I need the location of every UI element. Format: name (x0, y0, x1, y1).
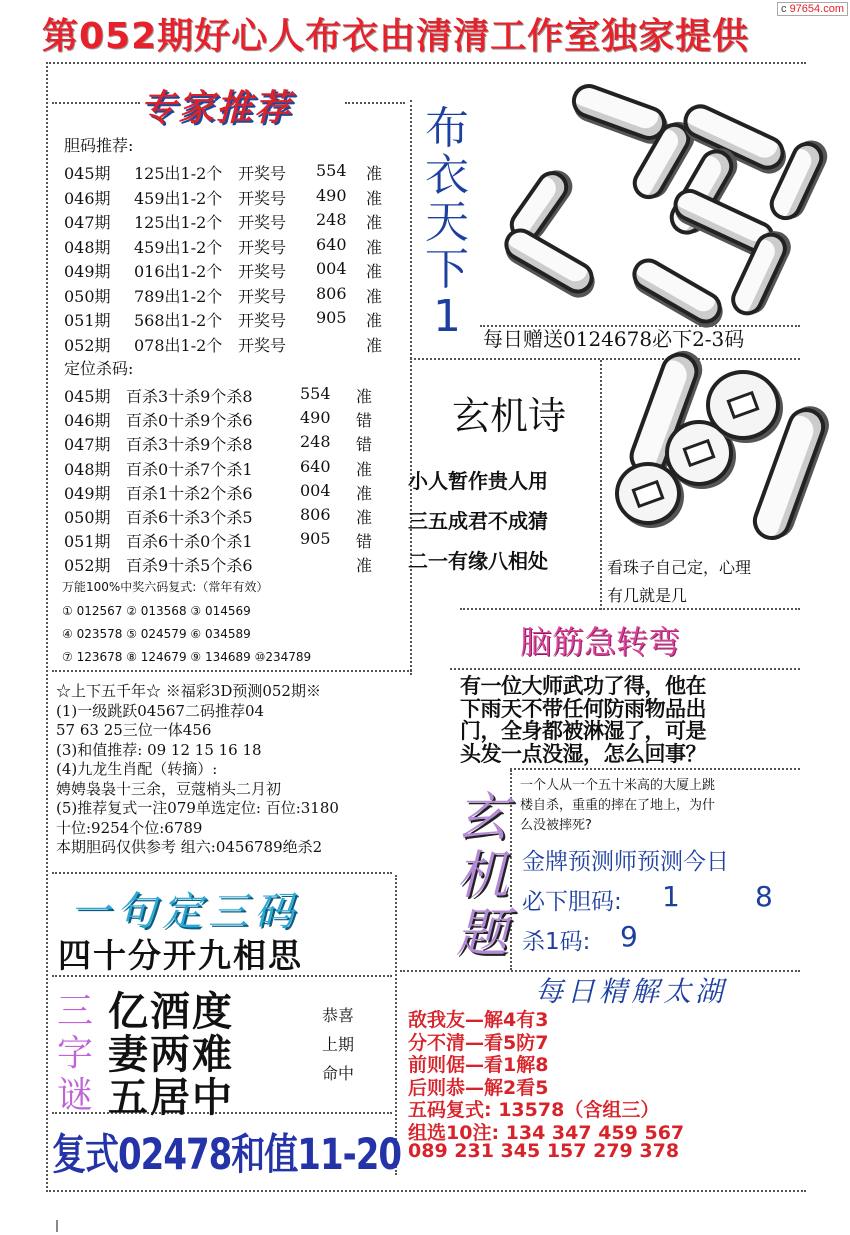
fushi-text: 复式02478和值11-20 (52, 1130, 402, 1180)
edge-mark (56, 1220, 58, 1232)
cell-issue: 046期 (64, 411, 111, 431)
divider (510, 768, 800, 770)
poem-line: 二一有缘八相处 (408, 549, 548, 573)
cell-result: 905 (300, 529, 331, 549)
cell-issue: 045期 (64, 164, 111, 183)
table-row (64, 553, 404, 575)
cell-result: 248 (316, 210, 347, 229)
cell-label: 开奖号 (238, 286, 287, 306)
taihu-line: 后则恭—解2看5 (408, 1076, 549, 1099)
divider (52, 102, 140, 104)
cell-pick: 百杀6十杀0个杀1 (126, 532, 253, 552)
cell-status: 准 (356, 483, 373, 503)
forecast-line: 娉娉袅袅十三余，豆蔻梢头二月初 (56, 779, 282, 798)
cell-issue: 050期 (64, 286, 111, 306)
six-code-title: 万能100%中奖六码复式:（常年有效） (62, 580, 269, 594)
sanzi-label-char: 字 (56, 1033, 93, 1074)
must-value-b: 8 (755, 880, 773, 913)
forecast-line: 本期胆码仅供参考 组六:0456789绝杀2 (56, 838, 323, 856)
congrats-line: 上期 (322, 1035, 355, 1054)
cell-result: 490 (300, 408, 331, 428)
xuanji-char: 机 (455, 846, 508, 906)
cell-status: 准 (356, 459, 373, 479)
center-divider (410, 100, 412, 675)
cell-result: 554 (300, 384, 331, 403)
table-row (64, 457, 404, 479)
must-label: 必下胆码: (522, 889, 622, 915)
poem-line: 小人暂作贵人用 (408, 469, 548, 493)
site-watermark (777, 2, 848, 16)
cell-label: 开奖号 (238, 262, 287, 281)
bottom-border (46, 1190, 806, 1192)
table-row (64, 529, 404, 551)
cell-label: 开奖号 (238, 188, 287, 208)
poem-title: 玄机诗 (452, 394, 567, 438)
riddle-line: 门，全身都被淋湿了，可是 (460, 718, 706, 743)
cell-issue: 047期 (64, 435, 111, 455)
sanzi-line: 亿酒度 (108, 988, 234, 1035)
xuanji-char: 题 (455, 904, 508, 964)
cell-label: 开奖号 (238, 213, 287, 232)
buyi-char: 1 (433, 291, 461, 342)
forecast-line: 57 63 25三位一体456 (56, 721, 212, 739)
xuanji-question (520, 776, 715, 836)
riddle-line: 有一位大师武功了得，他在 (460, 673, 706, 698)
riddle-line: 头发一点没湿，怎么回事？ (460, 740, 706, 766)
cell-label: 开奖号 (238, 237, 287, 257)
cell-issue: 048期 (64, 459, 111, 479)
kill-label: 定位杀码: (64, 359, 134, 378)
xuanji-question-line: 么没被摔死? (520, 818, 592, 833)
forecast-line: (5)推荐复式一注079单选定位: 百位:3180 (56, 799, 339, 817)
cell-issue: 051期 (64, 532, 111, 552)
xuanji-char: 玄 (455, 788, 508, 848)
dan-label: 胆码推荐: (64, 136, 134, 155)
cell-result: 640 (316, 234, 347, 254)
sanzi-label-char: 谜 (56, 1075, 93, 1116)
congrats-line: 恭喜 (322, 1006, 355, 1025)
cell-issue: 050期 (64, 508, 111, 527)
yiju-title: 一句定三码 (70, 889, 300, 935)
cell-status: 准 (366, 286, 383, 306)
watermark-site: 97654.com (789, 3, 844, 15)
table-row (64, 505, 404, 527)
page-title: 第052期好心人布衣由清清工作室独家提供 (42, 16, 750, 57)
cell-result: 004 (300, 480, 331, 500)
cell-issue: 047期 (64, 213, 111, 232)
forecast-line: (4)九龙生肖配（转摘）: (56, 760, 218, 778)
forecast-line: (1)一级跳跃04567二码推荐04 (56, 701, 265, 720)
cell-result: 905 (316, 308, 347, 327)
cell-pick: 百杀3十杀9个杀8 (126, 435, 253, 455)
forecast-line: ☆上下五千年☆ ※福彩3D预测052期※ (56, 682, 321, 700)
cell-issue: 046期 (64, 188, 111, 208)
cell-pick: 125出1-2个 (134, 213, 223, 232)
cell-status: 错 (356, 435, 373, 455)
table-row (64, 333, 404, 355)
cell-result: 248 (300, 432, 331, 452)
cell-status: 准 (366, 335, 383, 355)
cell-status: 准 (356, 556, 373, 576)
cell-pick: 125出1-2个 (134, 164, 223, 183)
cell-issue: 045期 (64, 387, 111, 406)
beads-note: 看珠子自己定，心理 (607, 558, 752, 577)
cell-label: 开奖号 (238, 335, 287, 355)
taihu-line: 089 231 345 157 279 378 (408, 1140, 680, 1162)
cell-issue: 052期 (64, 335, 111, 355)
cell-pick: 459出1-2个 (134, 237, 223, 257)
watermark-prefix: c (781, 3, 787, 15)
cell-pick: 459出1-2个 (134, 188, 223, 208)
cell-label: 开奖号 (238, 164, 287, 183)
cell-label: 开奖号 (238, 311, 287, 330)
cell-status: 准 (366, 262, 383, 281)
cell-status: 准 (366, 237, 383, 257)
sanzi-line: 妻两难 (108, 1031, 234, 1078)
must-value-a: 1 (662, 880, 680, 913)
divider (52, 872, 392, 874)
six-code-row: ④ 023578 ⑤ 024579 ⑥ 034589 (62, 627, 251, 641)
six-code-row: ⑦ 123678 ⑧ 124679 ⑨ 134689 ⑩234789 (62, 650, 312, 664)
table-row (64, 408, 404, 430)
forecast-line: (3)和值推荐: 09 12 15 16 18 (56, 740, 262, 759)
kill-one-label: 杀1码: (522, 929, 591, 955)
table-row (64, 308, 404, 330)
cell-issue: 049期 (64, 483, 111, 503)
divider (600, 360, 602, 610)
xuanji-question-line: 楼自杀，重重的摔在了地上，为什 (520, 798, 716, 813)
daily-gift: 每日赠送0124678必下2-3码 (483, 327, 745, 351)
riddle-title: 脑筋急转弯 (520, 623, 681, 661)
six-code-row: ① 012567 ② 013568 ③ 014569 (62, 604, 251, 618)
xuanji-question-line: 一个人从一个五十米高的大厦上跳 (520, 778, 716, 793)
poem-line: 三五成君不成猜 (408, 509, 548, 533)
forecast-line: 十位:9254个位:6789 (56, 818, 203, 837)
expert-title: 专家推荐 (140, 88, 293, 129)
table-row (64, 481, 404, 503)
table-row (64, 210, 404, 232)
cell-result: 806 (300, 505, 331, 524)
cell-pick: 568出1-2个 (134, 311, 223, 330)
cell-pick: 百杀0十杀7个杀1 (126, 459, 253, 479)
table-row (64, 235, 404, 257)
cell-pick: 百杀3十杀9个杀8 (126, 387, 253, 406)
cell-result: 004 (316, 259, 347, 278)
taihu-line: 前则倨—看1解8 (408, 1054, 549, 1076)
cell-status: 准 (366, 188, 383, 208)
buyi-char: 天 (425, 197, 469, 248)
kill-one-value: 9 (620, 920, 638, 953)
cell-result: 806 (316, 283, 347, 303)
riddle-line: 下雨天不带任何防雨物品出 (460, 695, 706, 721)
cell-pick: 百杀6十杀3个杀5 (126, 508, 253, 527)
taihu-title: 每日精解太湖 (535, 975, 728, 1008)
taihu-line: 敌我友—解4有3 (408, 1009, 549, 1031)
buyi-char: 衣 (425, 150, 469, 201)
taihu-line: 分不清—看5防7 (408, 1031, 549, 1054)
cell-issue: 051期 (64, 311, 111, 330)
buyi-char: 布 (425, 103, 469, 154)
table-row (64, 432, 404, 454)
table-row (64, 186, 404, 208)
cell-pick: 078出1-2个 (134, 335, 223, 355)
cell-pick: 百杀9十杀5个杀6 (126, 556, 253, 576)
cell-issue: 049期 (64, 262, 111, 281)
taihu-line: 组选10注: 134 347 459 567 (408, 1121, 685, 1144)
table-row (64, 259, 404, 281)
table-row (64, 284, 404, 306)
divider (410, 358, 800, 360)
divider (460, 608, 800, 610)
top-border (46, 62, 806, 64)
cell-pick: 百杀1十杀2个杀6 (126, 483, 253, 503)
cell-status: 错 (356, 532, 373, 552)
buyi-char: 下 (425, 244, 469, 295)
congrats-line: 命中 (322, 1064, 355, 1083)
cell-status: 准 (366, 311, 383, 330)
left-border (46, 62, 48, 1192)
cell-pick: 百杀0十杀9个杀6 (126, 411, 253, 431)
cell-status: 错 (356, 411, 373, 431)
table-row (64, 384, 404, 406)
cell-pick: 016出1-2个 (134, 262, 223, 281)
sanzi-label-char: 三 (56, 991, 93, 1032)
cell-issue: 048期 (64, 237, 111, 257)
cell-status: 准 (366, 164, 383, 183)
cell-issue: 052期 (64, 556, 111, 576)
cell-status: 准 (356, 508, 373, 527)
cell-result: 640 (300, 456, 331, 476)
beads-note: 有几就是几 (607, 586, 688, 605)
divider (345, 102, 405, 104)
cell-status: 准 (356, 387, 373, 406)
table-row (64, 161, 404, 183)
divider (52, 670, 412, 672)
yiju-phrase: 四十分开九相思 (58, 936, 303, 975)
cell-status: 准 (366, 213, 383, 232)
cell-result: 554 (316, 161, 347, 180)
taihu-line: 五码复式: 13578（含组三） (408, 1099, 660, 1121)
cell-result: 490 (316, 185, 347, 205)
sanzi-line: 五居中 (108, 1074, 234, 1121)
cell-pick: 789出1-2个 (134, 286, 223, 306)
gold-title: 金牌预测师预测今日 (522, 849, 729, 875)
